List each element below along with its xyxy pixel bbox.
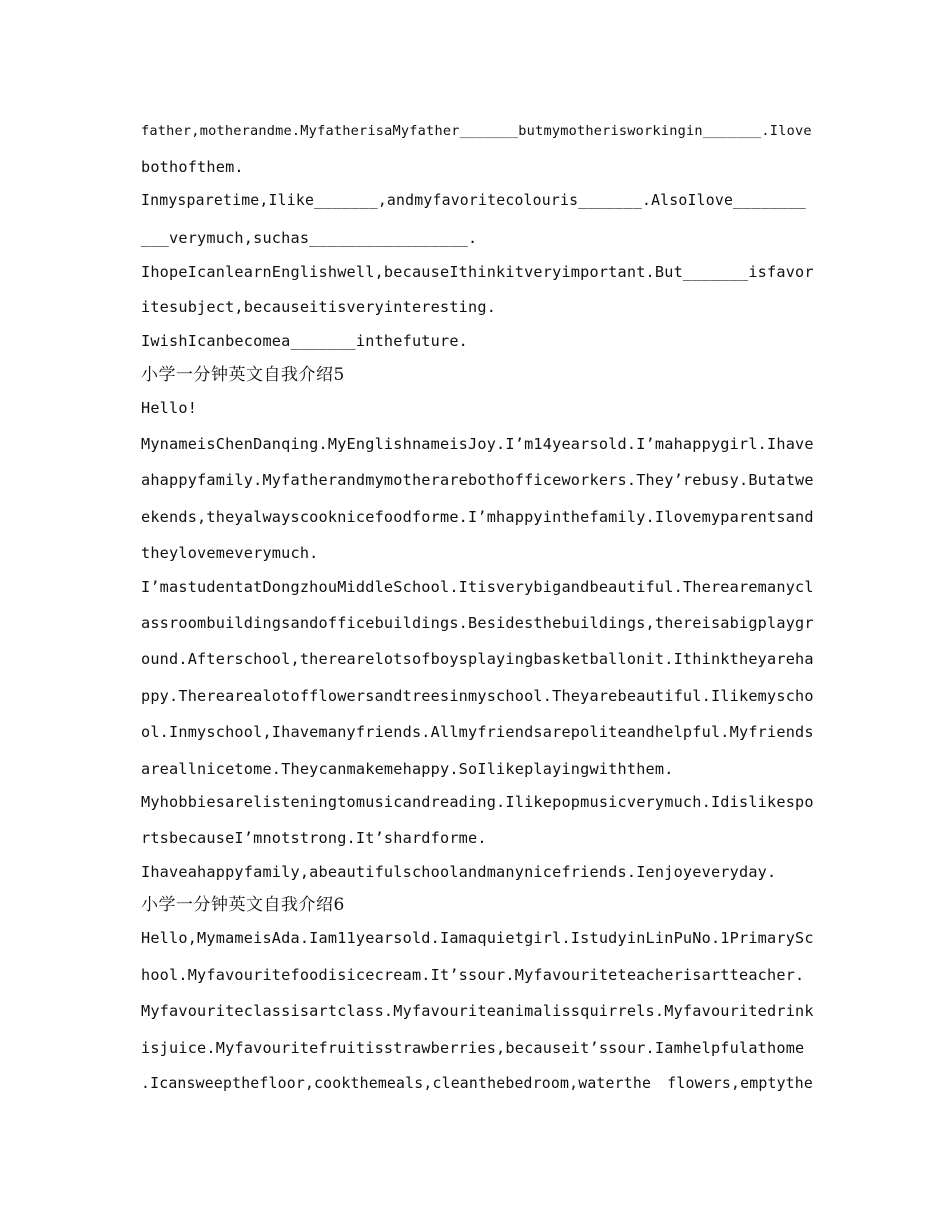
text-line: isjuice.Myfavouritefruitisstrawberries,becauseit’ssour.Iamhelpfulathome bbox=[141, 1039, 805, 1057]
text-line: Inmysparetime,Ilike_______,andmyfavoritecolouris_______.AlsoIlove________ bbox=[141, 192, 806, 209]
text-line: IhopeIcanlearnEnglishwell,becauseIthinkitveryimportant.But_______isfavor bbox=[141, 263, 814, 281]
text-line: Hello! bbox=[141, 399, 198, 417]
text-line: ___verymuch,suchas_________________. bbox=[141, 229, 478, 247]
text-line: bothofthem. bbox=[141, 158, 244, 176]
text-line: ahappyfamily.Myfatherandmymotherarebothofficeworkers.They’rebusy.Butatwe bbox=[141, 471, 814, 489]
text-line: Ihaveahappyfamily,abeautifulschoolandmanynicefriends.Ienjoyeveryday. bbox=[141, 863, 777, 881]
text-line: IwishIcanbecomea_______inthefuture. bbox=[141, 332, 469, 350]
text-line: father,motherandme.MyfatherisaMyfather_______butmymotherisworkingin_______.Ilove bbox=[141, 123, 812, 139]
section-heading: 小学一分钟英文自我介绍5 bbox=[141, 365, 345, 385]
text-line: ppy.Therearealotofflowersandtreesinmyschool.Theyarebeautiful.Ilikemyscho bbox=[141, 687, 814, 705]
text-line: Myfavouriteclassisartclass.Myfavouriteanimalissquirrels.Myfavouritedrink bbox=[141, 1002, 814, 1020]
text-line: hool.Myfavouritefoodisicecream.It’ssour.Myfavouriteteacherisartteacher. bbox=[141, 966, 805, 984]
text-line: ound.Afterschool,therearelotsofboysplayingbasketballonit.Ithinktheyareha bbox=[141, 650, 814, 668]
text-line: MynameisChenDanqing.MyEnglishnameisJoy.I’m14yearsold.I’mahappygirl.Ihave bbox=[141, 435, 814, 453]
text-line: ol.Inmyschool,Ihavemanyfriends.Allmyfriendsarepoliteandhelpful.Myfriends bbox=[141, 723, 814, 741]
text-line: ekends,theyalwayscooknicefoodforme.I’mhappyinthefamily.Ilovemyparentsand bbox=[141, 508, 814, 526]
text-line: rtsbecauseI’mnotstrong.It’shardforme. bbox=[141, 829, 487, 847]
text-line: Myhobbiesarelisteningtomusicandreading.Ilikepopmusicverymuch.Idislikespo bbox=[141, 793, 814, 811]
section-heading: 小学一分钟英文自我介绍6 bbox=[141, 895, 345, 915]
text-line: areallnicetome.Theycanmakemehappy.SoIlikeplayingwiththem. bbox=[141, 760, 674, 778]
text-line: .Icansweepthefloor,cookthemeals,cleanthebedroom,waterthe flowers,emptythe bbox=[141, 1075, 813, 1092]
text-line: Hello,MymameisAda.Iam11yearsold.Iamaquietgirl.IstudyinLinPuNo.1PrimarySc bbox=[141, 929, 814, 947]
text-line: itesubject,becauseitisveryinteresting. bbox=[141, 298, 497, 316]
text-line: I’mastudentatDongzhouMiddleSchool.Itisverybigandbeautiful.Therearemanycl bbox=[141, 578, 814, 596]
text-line: theylovemeverymuch. bbox=[141, 544, 319, 562]
text-line: assroombuildingsandofficebuildings.Besidesthebuildings,thereisabigplaygr bbox=[141, 614, 814, 632]
